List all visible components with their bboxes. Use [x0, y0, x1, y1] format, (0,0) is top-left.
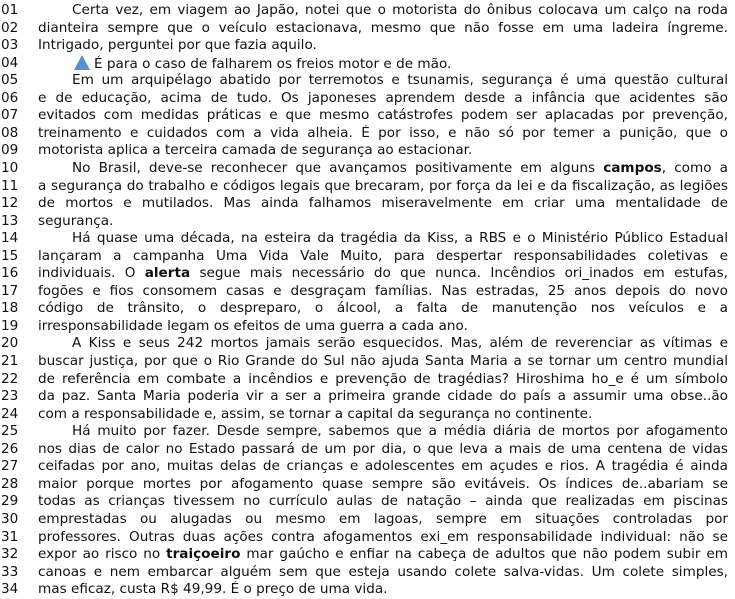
text-segment: emprestadas ou alugadas ou mesmo em lagoas, sempre em situações controladas por — [38, 510, 728, 527]
text-segment: segue mais necessário do que nunca. Incêndios ori_inados em estufas, — [190, 265, 728, 282]
line-text — [38, 441, 728, 458]
line-text — [38, 90, 728, 107]
highlighted-word: alerta — [144, 265, 191, 282]
text-segment: A Kiss e seus 242 mortos jamais serão esquecidos. Mas, além de reverenciar as vítimas e — [72, 335, 728, 352]
text-segment: maior porque mortes por afogamento quase sempre são evitáveis. Os índices de..abariam se — [38, 475, 728, 492]
text-segment: fogões e fios consomem casas e desgraçam famílias. Nas estradas, 25 anos depois do novo — [38, 282, 728, 299]
text-segment: Certa vez, em viagem ao Japão, notei que o motorista do ônibus colocava um calço na roda — [72, 2, 728, 18]
line-number: 06 — [1, 89, 19, 106]
line-text — [38, 230, 728, 247]
text-segment: expor ao risco no — [38, 546, 167, 563]
line-text — [38, 476, 728, 493]
text-segment: treinamento e cuidados com a vida alheia. É por isso, e não só por temer a punição, que o — [38, 124, 728, 141]
line-number: 26 — [1, 440, 19, 457]
line-number: 18 — [1, 300, 19, 317]
text-segment: mas eficaz, custa R$ 49,99. É o preço de uma vida. — [38, 581, 388, 598]
line-text — [38, 564, 728, 581]
line-number: 01 — [1, 2, 19, 18]
line-number: 22 — [1, 370, 19, 387]
line-number: 32 — [1, 546, 19, 563]
line-text — [38, 125, 728, 142]
line-text — [38, 300, 728, 317]
line-text — [38, 37, 728, 54]
text-segment: Intrigado, perguntei por que fazia aquilo. — [38, 37, 317, 54]
line-text — [38, 511, 728, 528]
line-number: 11 — [1, 177, 19, 194]
line-number: 34 — [1, 581, 19, 598]
line-number: 21 — [1, 353, 19, 369]
text-segment: com a responsabilidade e, assim, se tornar a capital da segurança no continente. — [38, 405, 593, 422]
line-text — [38, 107, 728, 124]
text-segment: segurança. — [38, 212, 114, 229]
line-text — [38, 581, 728, 598]
dialogue-dash-icon — [74, 55, 90, 70]
line-number: 12 — [1, 195, 19, 212]
line-number: 28 — [1, 475, 19, 492]
line-text — [38, 248, 728, 265]
text-segment: evitados com medidas práticas e que mesmo catástrofes podem ser aplacadas por prevenção, — [38, 107, 728, 124]
line-number: 31 — [1, 528, 19, 545]
line-number: 19 — [1, 317, 19, 334]
line-number: 29 — [1, 493, 19, 510]
line-text — [38, 160, 728, 177]
text-segment: No Brasil, deve-se reconhecer que avançamos positivamente em alguns — [72, 159, 604, 176]
line-text — [38, 546, 728, 563]
line-text — [38, 195, 728, 212]
line-text — [38, 55, 728, 72]
text-segment: da paz. Santa Maria poderia vir a ser a primeira grande cidade do país a assumir uma obse..ão — [38, 388, 728, 405]
line-number: 04 — [1, 54, 19, 71]
highlighted-word: traiçoeiro — [166, 546, 241, 563]
line-text — [38, 2, 728, 19]
line-number: 30 — [1, 510, 19, 527]
line-text — [38, 458, 728, 475]
line-text — [38, 142, 728, 159]
line-number: 05 — [1, 72, 19, 89]
highlighted-word: campos — [603, 159, 662, 176]
line-number: 20 — [1, 335, 19, 352]
text-segment: irresponsabilidade legam os efeitos de uma guerra a cada ano. — [38, 317, 468, 334]
line-number: 23 — [1, 388, 19, 405]
text-segment: e de educação, acima de tudo. Os japoneses aprendem desde a infância que acidentes são — [38, 89, 728, 106]
line-text — [38, 493, 728, 510]
line-text — [38, 318, 728, 335]
line-number: 02 — [1, 19, 19, 36]
line-number: 14 — [1, 230, 19, 247]
text-segment: a segurança do trabalho e códigos legais que brecaram, por força da lei e da fiscalização, as legiões — [38, 177, 728, 194]
line-number: 15 — [1, 247, 19, 264]
text-segment: código de trânsito, o despreparo, o álcool, a falta de manutenção nos veículos e a — [38, 300, 728, 317]
text-segment: ceifadas por ano, muitas delas de crianças e adolescentes em açudes e rios. A tragédia é ainda — [38, 458, 728, 475]
line-number: 08 — [1, 124, 19, 141]
line-text — [38, 213, 728, 230]
text-segment: mar gaúcho e enfiar na cabeça de adultos que não podem subir em — [240, 546, 728, 563]
line-number: 27 — [1, 458, 19, 475]
line-number: 16 — [1, 265, 19, 282]
line-number: 10 — [1, 159, 19, 176]
line-text — [38, 72, 728, 89]
text-segment: nos dias de calor no Estado passará de um por dia, o que leva a mais de uma centena de vidas — [38, 440, 728, 457]
line-text — [38, 353, 728, 370]
line-text — [38, 20, 728, 37]
line-number: 25 — [1, 423, 19, 440]
line-number: 09 — [1, 142, 19, 159]
text-segment: de mortos e mutilados. Mas ainda falhamos miseravelmente em criar uma mentalidade de — [38, 195, 728, 212]
line-number: 17 — [1, 282, 19, 299]
line-text — [38, 265, 728, 282]
text-segment: individuais. O — [38, 265, 145, 282]
text-segment: todas as crianças tivessem no currículo aulas de natação – ainda que realizadas em piscinas — [38, 493, 728, 510]
line-text — [38, 423, 728, 440]
text-segment: Há quase uma década, na esteira da tragédia da Kiss, a RBS e o Ministério Público Estadual — [72, 230, 728, 247]
line-text — [38, 406, 728, 423]
line-text — [38, 283, 728, 300]
text-segment: dianteira sempre que o veículo estacionava, mesmo que não fosse em uma ladeira íngreme. — [38, 19, 728, 36]
text-segment: , como a — [661, 159, 728, 176]
text-segment: professores. Outras duas ações contra afogamentos exi_em responsabilidade individual: não se — [38, 528, 728, 545]
text-segment: de referência em combate a incêndios e prevenção de tragédias? Hiroshima ho_e é um símbolo — [38, 370, 728, 387]
line-number: 24 — [1, 405, 19, 422]
line-text — [38, 335, 728, 352]
text-segment: lançaram a campanha Uma Vida Vale Muito, para despertar responsabilidades coletivas e — [38, 247, 728, 264]
text-segment: motorista aplica a terceira camada de segurança ao estacionar. — [38, 142, 473, 159]
line-text — [38, 388, 728, 405]
line-number: 13 — [1, 212, 19, 229]
line-number: 03 — [1, 37, 19, 54]
line-number: 33 — [1, 563, 19, 580]
line-number: 07 — [1, 107, 19, 124]
line-text — [38, 178, 728, 195]
text-segment: buscar justiça, por que o Rio Grande do Sul não ajuda Santa Maria a se tornar um centro mundial — [38, 353, 728, 369]
line-text — [38, 529, 728, 546]
text-segment: Em um arquipélago abatido por terremotos e tsunamis, segurança é uma questão cultural — [72, 72, 728, 89]
text-segment: É para o caso de falharem os freios motor e de mão. — [94, 55, 452, 72]
line-text — [38, 371, 728, 388]
text-segment: canoas e nem embarcar alguém sem que esteja usando colete salva-vidas. Um colete simples, — [38, 563, 728, 580]
text-segment: Há muito por fazer. Desde sempre, sabemos que a média diária de mortos por afogamento — [72, 423, 728, 440]
